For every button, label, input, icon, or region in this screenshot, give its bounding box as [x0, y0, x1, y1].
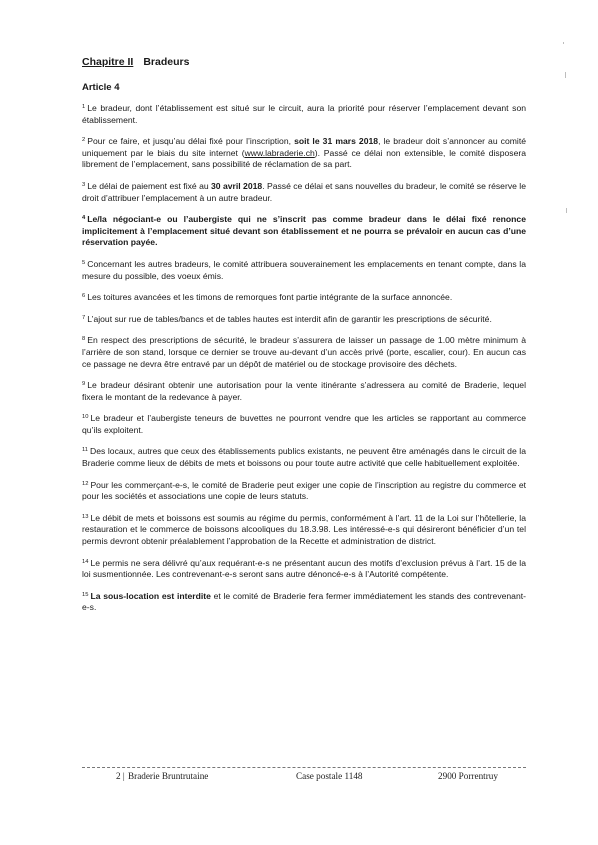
- paragraph: [82, 214, 526, 249]
- paragraph-number: 8: [82, 336, 86, 343]
- paragraph-text: Le bradeur, dont l’établissement est situé sur le circuit, aura la priorité pour réserver l’emplacement devant son établissement.: [82, 103, 526, 125]
- paragraph-text: En respect des prescriptions de sécurité, le bradeur s’assurera de laisser un passage de 1.00 mètre minimum à l’arrière de son stand, lorsque ce dernier se trouve au-devant d’un accès privé (porte, escalier, cour). En aucun cas ce passage ne devra être entravé par un dépôt de matériel ou de stockage provisoire des déchets.: [82, 335, 526, 369]
- footer-postbox: Case postale 1148: [296, 771, 363, 781]
- paragraph-number: 11: [82, 447, 89, 454]
- chapter-number: Chapitre II: [82, 56, 134, 68]
- footer-organization: Braderie Bruntrutaine: [128, 771, 209, 781]
- paragraph-number: 2: [82, 137, 86, 144]
- paragraph-text: Pour ce faire, et jusqu’au délai fixé pour l’inscription,: [87, 136, 295, 147]
- paragraph-number: 10: [82, 414, 89, 421]
- footer-city: 2900 Porrentruy: [438, 771, 498, 781]
- paragraph-text: Le bradeur et l’aubergiste teneurs de buvettes ne pourront vendre que les articles se rapportant au commerce qu’ils exploitent.: [82, 413, 526, 435]
- paragraph-text: Les toitures avancées et les timons de remorques font partie intégrante de la surface annoncée.: [87, 292, 453, 303]
- paragraph-text: . Passé ce délai et sans nouvelles du bradeur, le comité se réserve le droit d’attribuer l’emplacement à un autre bradeur.: [82, 180, 526, 203]
- website-link[interactable]: www.labraderie.ch: [244, 147, 315, 158]
- paragraph-number: 15: [82, 591, 89, 598]
- paragraph-text: , le bradeur doit s’annoncer au comité uniquement par le biais du site internet (: [82, 136, 526, 158]
- paragraph: [82, 136, 526, 171]
- chapter-title: Bradeurs: [143, 56, 190, 68]
- paragraph: [82, 314, 526, 326]
- paragraph-number: 4: [82, 215, 86, 222]
- paragraph-text: La sous-location est interdite: [90, 590, 211, 601]
- paragraph-number: 9: [82, 381, 86, 388]
- paragraph-number: 1: [82, 104, 86, 110]
- paragraph-text: 30 avril 2018: [211, 180, 263, 191]
- paragraph-text: Concernant les autres bradeurs, le comité attribuera souverainement les emplacements en tenant compte, dans la mesure du possible, des voeux émis.: [82, 258, 526, 281]
- paragraph: [82, 181, 526, 204]
- paragraph-number: 12: [82, 480, 89, 487]
- paragraph-list: [82, 103, 526, 614]
- paragraph-number: 5: [82, 259, 86, 266]
- footer-divider: [82, 767, 526, 768]
- paragraph: [82, 513, 526, 548]
- paragraph: [82, 103, 526, 126]
- paragraph: [82, 335, 526, 370]
- paragraph-number: 6: [82, 293, 86, 300]
- article-title: Article 4: [82, 82, 120, 93]
- paragraph-text: Le débit de mets et boissons est soumis au régime du permis, conformément à l’art. 11 de la Loi sur l’hôtellerie, la restauration et le commerce de boissons alcooliques du 18.3.98. Les intéressé-e-s qui désireront bénéficier d’un tel permis devront obtenir préalablement l’approbation de la Recette et administration de district.: [82, 512, 526, 547]
- paragraph-text: Le délai de paiement est fixé au: [87, 180, 212, 191]
- paragraph: [82, 591, 526, 614]
- paragraph-number: 13: [82, 513, 89, 520]
- paragraph: [82, 259, 526, 282]
- chapter-heading: [82, 56, 526, 68]
- document-body: [82, 56, 526, 624]
- paragraph: [82, 446, 526, 469]
- paragraph-text: soit le 31 mars 2018: [294, 136, 379, 147]
- paragraph: [82, 292, 526, 304]
- paragraph: [82, 558, 526, 581]
- paragraph-text: Le permis ne sera délivré qu’aux requérant-e-s ne présentant aucun des motifs d’exclusion prévus à l’art. 15 de la loi susmentionnée. Les contrevenant-e-s seront sans autre dénoncé-e-s à l’Autorité compétente.: [82, 557, 526, 580]
- paragraph-number: 3: [82, 181, 86, 188]
- scan-speck: [565, 72, 566, 78]
- paragraph-number: 14: [82, 558, 89, 565]
- paragraph-text: ). Passé ce délai non extensible, le comité disposera librement de l’emplacement, sans possibilité de réclamation de sa part.: [82, 147, 527, 170]
- scan-speck: [563, 42, 564, 44]
- paragraph-text: Des locaux, autres que ceux des établissements publics existants, ne peuvent être aménagés dans le circuit de la Braderie comme lieux de débits de mets et boissons ou pour toute autre activité que celle habituellement exploitée.: [82, 446, 526, 469]
- paragraph-number: 7: [82, 314, 86, 321]
- paragraph-text: et le comité de Braderie fera fermer immédiatement les stands des contrevenant-e-s.: [82, 590, 526, 613]
- scan-speck: [566, 208, 567, 213]
- paragraph: [82, 380, 526, 403]
- paragraph: [82, 413, 526, 436]
- paragraph-text: Le/la négociant-e ou l’aubergiste qui ne s’inscrit pas comme bradeur dans le délai fixé renonce implicitement à l’emplacement situé devant son établissement et ne pourra se prévaloir en aucun cas d’une réservation payée.: [82, 214, 526, 248]
- paragraph-text: Pour les commerçant-e-s, le comité de Braderie peut exiger une copie de l’inscription au registre du commerce et pour les sociétés et associations une copie de leurs statuts.: [82, 479, 526, 502]
- paragraph: [82, 480, 526, 503]
- paragraph-text: L’ajout sur rue de tables/bancs et de tables hautes est interdit afin de garantir les prescriptions de sécurité.: [87, 313, 492, 324]
- paragraph-text: Le bradeur désirant obtenir une autorisation pour la vente itinérante s’adressera au comité de Braderie, lequel fixera le montant de la redevance à payer.: [82, 380, 526, 402]
- footer-page-number: 2 |: [116, 771, 125, 781]
